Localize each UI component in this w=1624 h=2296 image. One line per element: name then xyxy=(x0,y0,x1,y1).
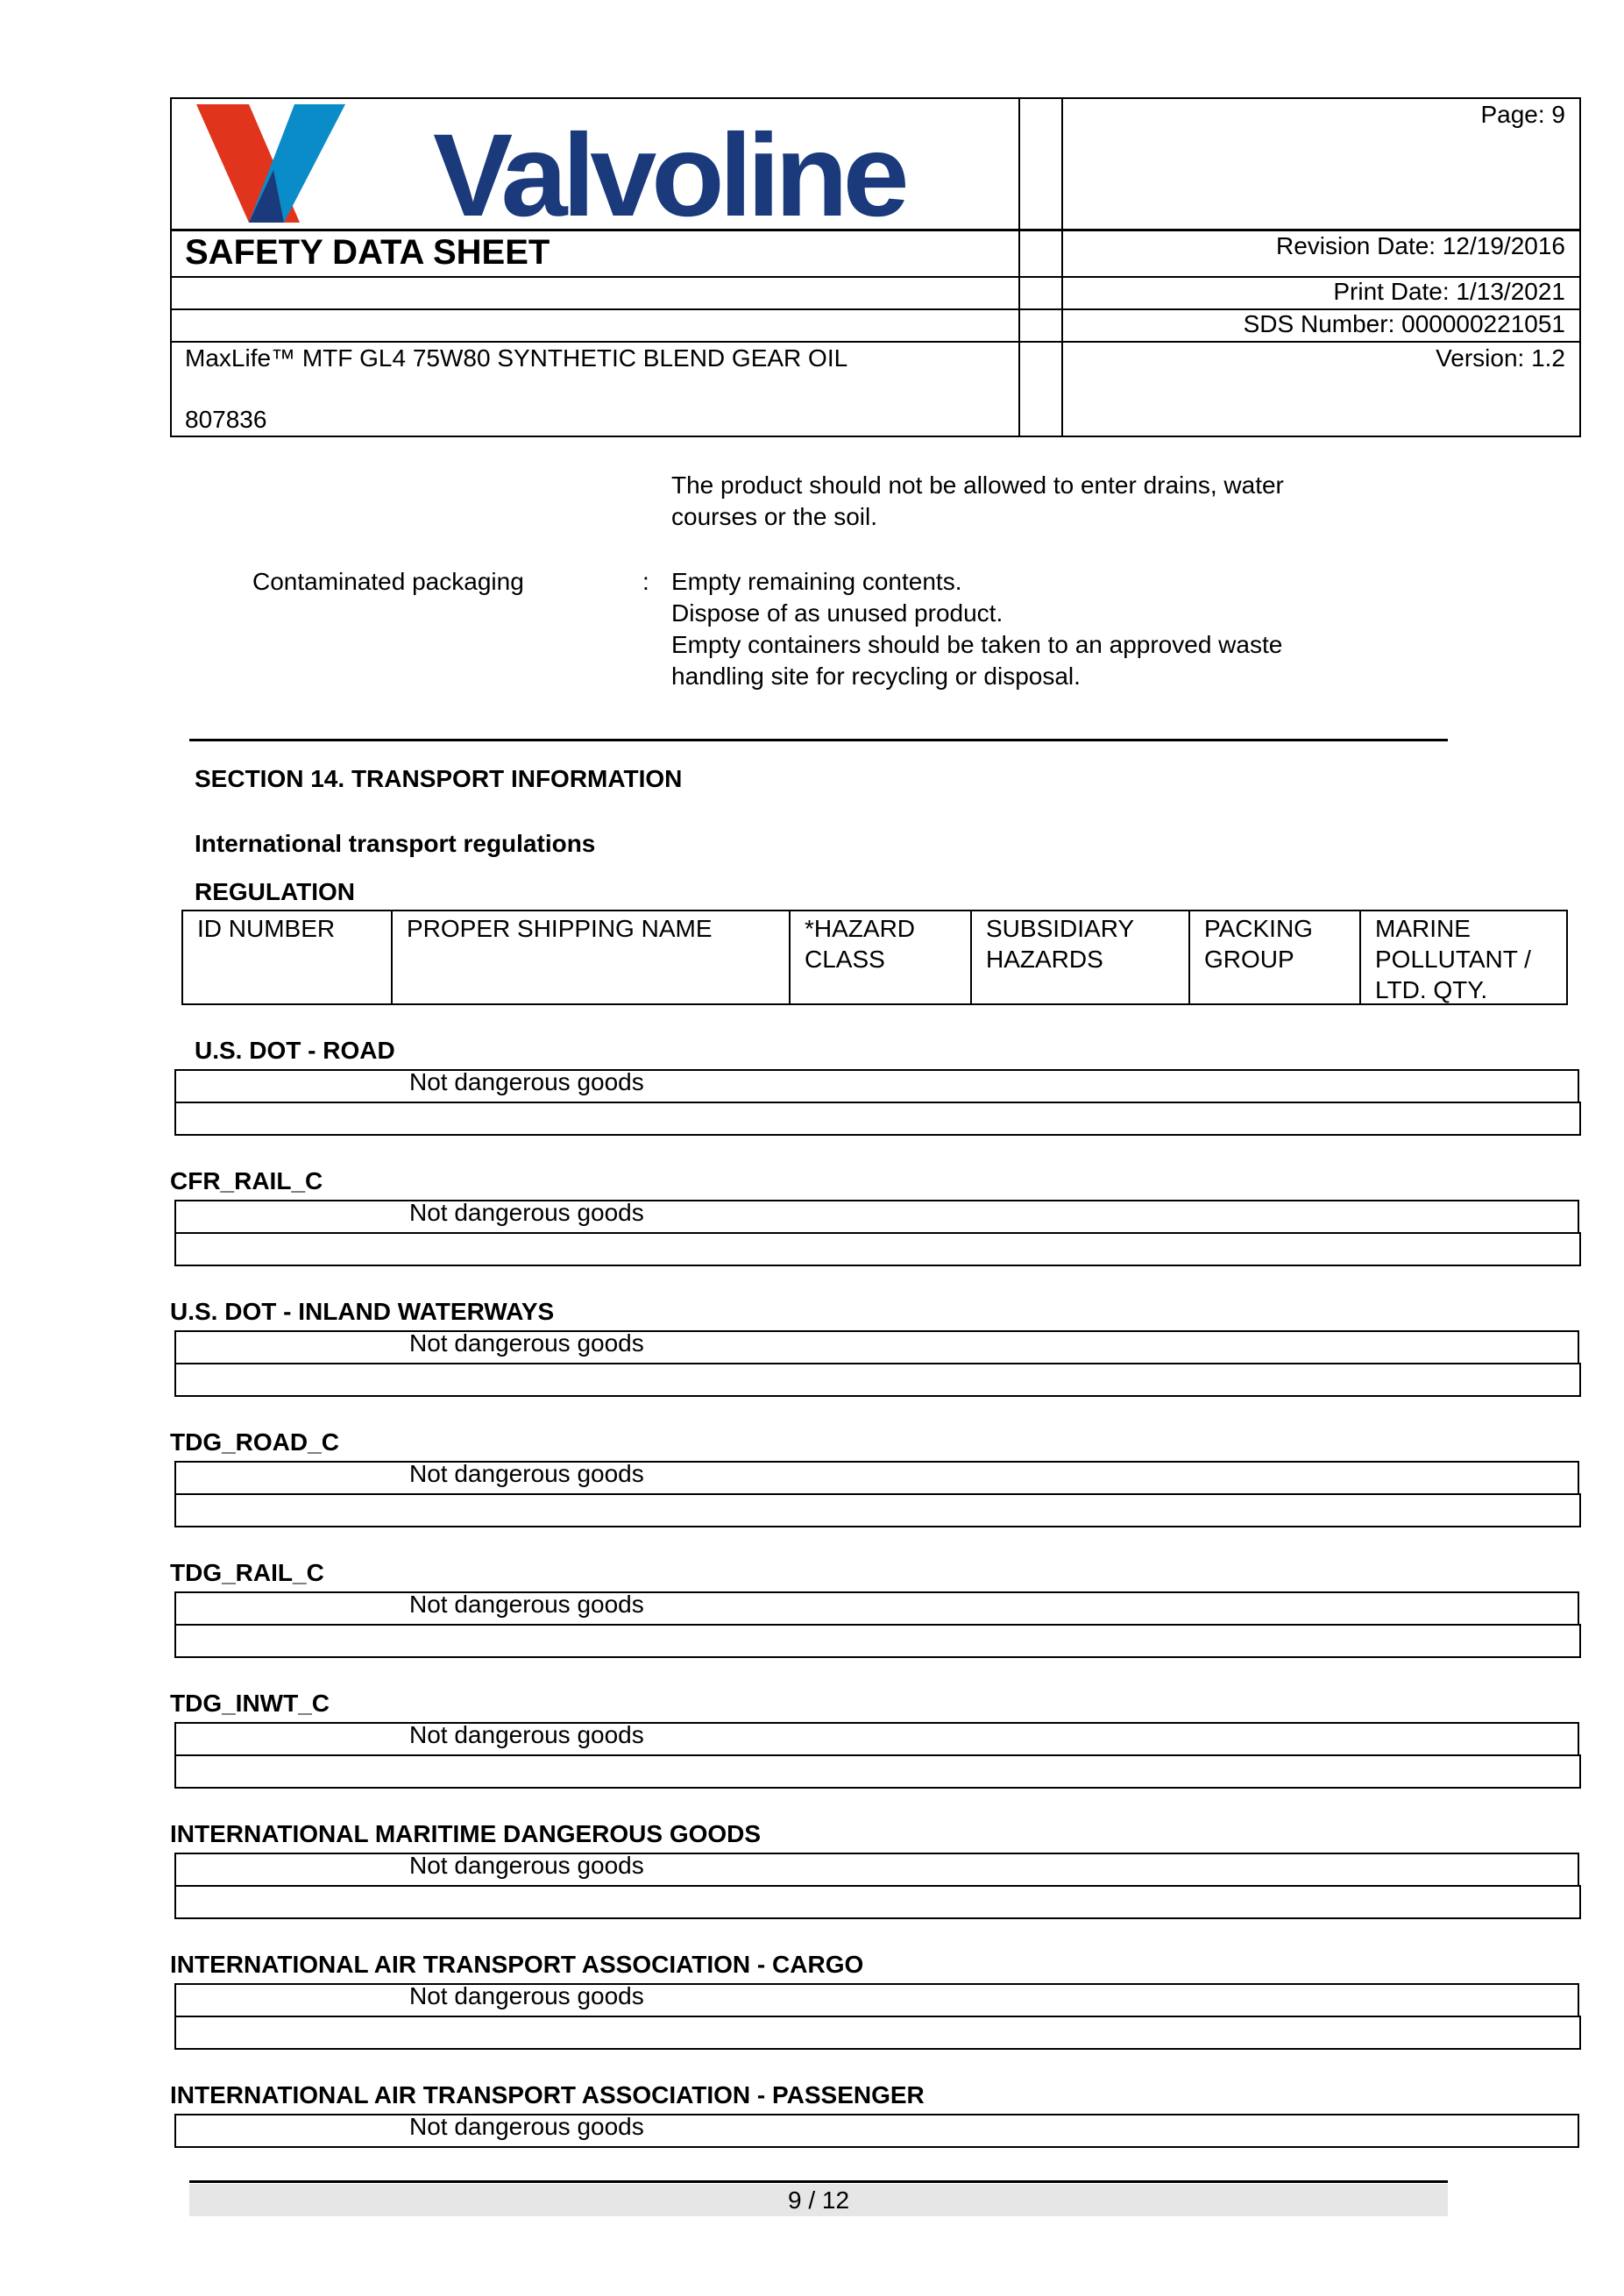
valvoline-logo-text: Valvoline xyxy=(433,110,904,241)
transport-mode-label: INTERNATIONAL AIR TRANSPORT ASSOCIATION - CARGO xyxy=(170,1951,864,1978)
section-heading: SECTION 14. TRANSPORT INFORMATION xyxy=(195,765,683,792)
page-number: Page: 9 xyxy=(1480,101,1565,128)
transport-mode-label: TDG_INWT_C xyxy=(170,1690,330,1717)
transport-mode-label: U.S. DOT - INLAND WATERWAYS xyxy=(170,1298,555,1325)
transport-status: Not dangerous goods xyxy=(409,1721,644,1748)
regulation-label: REGULATION xyxy=(195,878,356,905)
disposal-text-line: courses or the soil. xyxy=(671,503,877,530)
packaging-text-line: Dispose of as unused product. xyxy=(671,599,1003,627)
packaging-text-line: Empty remaining contents. xyxy=(671,568,962,595)
transport-status: Not dangerous goods xyxy=(409,2113,644,2140)
section-subheading: International transport regulations xyxy=(195,830,596,857)
product-name: MaxLife™ MTF GL4 75W80 SYNTHETIC BLEND GEAR OIL xyxy=(185,344,848,372)
transport-mode-label: TDG_RAIL_C xyxy=(170,1559,324,1586)
transport-status: Not dangerous goods xyxy=(409,1068,644,1095)
document-title: SAFETY DATA SHEET xyxy=(185,233,550,272)
transport-status: Not dangerous goods xyxy=(409,1199,644,1226)
transport-status: Not dangerous goods xyxy=(409,1329,644,1357)
transport-mode-label: INTERNATIONAL MARITIME DANGEROUS GOODS xyxy=(170,1820,762,1847)
column-header: SUBSIDIARY HAZARDS xyxy=(972,911,1190,1003)
column-header: MARINE POLLUTANT / LTD. QTY. xyxy=(1375,915,1531,1003)
transport-status: Not dangerous goods xyxy=(409,1852,644,1879)
transport-status: Not dangerous goods xyxy=(409,1460,644,1487)
column-header: PROPER SHIPPING NAME xyxy=(393,911,791,1003)
column-header: ID NUMBER xyxy=(183,911,393,1003)
column-header: *HAZARD CLASS xyxy=(791,911,972,1003)
transport-mode-label: CFR_RAIL_C xyxy=(170,1167,323,1194)
packaging-text-line: handling site for recycling or disposal. xyxy=(671,663,1081,690)
sds-header xyxy=(170,97,1581,437)
sds-number: SDS Number: 000000221051 xyxy=(1243,310,1565,337)
packaging-text-line: Empty containers should be taken to an approved waste xyxy=(671,631,1283,658)
revision-date: Revision Date: 12/19/2016 xyxy=(1276,232,1565,259)
print-date: Print Date: 1/13/2021 xyxy=(1333,278,1565,305)
transport-status: Not dangerous goods xyxy=(409,1591,644,1618)
regulation-table-header xyxy=(181,910,1568,1005)
disposal-text-line: The product should not be allowed to enter drains, water xyxy=(671,471,1284,499)
transport-mode-label: TDG_ROAD_C xyxy=(170,1428,339,1456)
valvoline-v-logo-icon xyxy=(196,104,424,231)
transport-status: Not dangerous goods xyxy=(409,1982,644,2009)
colon: : xyxy=(642,568,649,595)
section-divider xyxy=(189,739,1448,741)
product-code: 807836 xyxy=(185,406,267,433)
footer-bar xyxy=(189,2184,1448,2216)
transport-mode-label: INTERNATIONAL AIR TRANSPORT ASSOCIATION - PASSENGER xyxy=(170,2081,925,2108)
column-header: PACKING GROUP xyxy=(1190,911,1361,1003)
version: Version: 1.2 xyxy=(1436,344,1565,372)
contaminated-packaging-label: Contaminated packaging xyxy=(252,568,524,595)
transport-mode-label: U.S. DOT - ROAD xyxy=(195,1037,395,1064)
page-counter: 9 / 12 xyxy=(787,2186,850,2214)
footer-divider xyxy=(189,2180,1448,2183)
